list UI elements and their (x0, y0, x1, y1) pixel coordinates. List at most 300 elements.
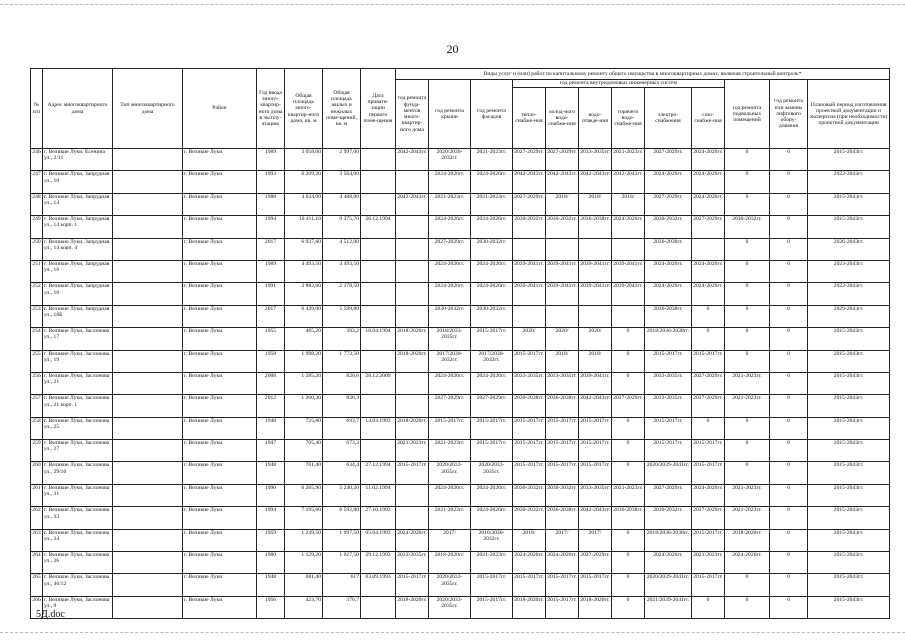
cell-address: г. Великие Луки, Заслонова ул., 31 (43, 484, 113, 506)
cell-house-type (113, 238, 183, 260)
cell-num: 266 (31, 596, 43, 618)
cell-roof: 2015-2017гг. (429, 417, 471, 439)
cell-design: 2015-2043гг. (808, 529, 890, 551)
cell-gas: 2027-2029гг. (692, 507, 725, 529)
cell-foundation (396, 216, 429, 238)
col-header-foundation: год ремонта фунда-ментов много-квартир-ного дома (396, 80, 429, 149)
cell-electric: 2024-2026гг. (645, 260, 692, 282)
capital-repair-table (30, 68, 890, 619)
cell-num: 259 (31, 440, 43, 462)
cell-electric: 2033-2035гг. (645, 372, 692, 394)
cell-roof: 2027-2029гг. (429, 238, 471, 260)
cell-address: г. Великие Луки, Запрудная ул., 14 корп. 1 (43, 216, 113, 238)
cell-electric: 2018/2036-2038гг. (645, 529, 692, 551)
cell-living-area: 826,3 (323, 395, 361, 417)
cell-living-area: 4 512,00 (323, 238, 361, 260)
cell-elevator: 0 (770, 238, 808, 260)
col-header-elevator: год ремонта или замены лифтового обору-дования (770, 80, 808, 149)
cell-facade: 2016/2030-2032гг. (471, 529, 513, 551)
cell-elevator: 0 (770, 395, 808, 417)
cell-sewer: 2042-2043гг. (579, 171, 612, 193)
cell-num: 253 (31, 305, 43, 327)
cell-hot-water: 2021-2023гг. (612, 149, 645, 171)
cell-gas: 2024-2026гг. (692, 484, 725, 506)
cell-total-area: 3 058,00 (285, 149, 323, 171)
cell-house-type (113, 149, 183, 171)
cell-address: г. Великие Луки, Запрудная ул., 18Б (43, 305, 113, 327)
cell-year: 1994 (257, 507, 285, 529)
col-header-electric: электро-снабжения (645, 88, 692, 149)
cell-basement: 2030-2032гг. (725, 216, 770, 238)
cell-total-area: 7 195,60 (285, 507, 323, 529)
cell-total-area: 4 493,50 (285, 260, 323, 282)
cell-hot-water: 2039-2041гг. (612, 260, 645, 282)
cell-year: 1991 (257, 283, 285, 305)
cell-house-type (113, 395, 183, 417)
cell-gas: 2024-2026гг. (692, 149, 725, 171)
cell-basement: 0 (725, 574, 770, 596)
cell-living-area: 9 375,70 (323, 216, 361, 238)
cell-sewer: 2036-2038гг. (579, 216, 612, 238)
cell-address: г. Великие Луки, Заслонова ул., 27 (43, 440, 113, 462)
cell-heat: 2027-2029гг. (513, 149, 546, 171)
cell-facade: 2024-2026гг. (471, 484, 513, 506)
col-header-privatization: Дата привати-зации первого поме-щения (361, 69, 396, 149)
cell-elevator: 0 (770, 283, 808, 305)
cell-privatization: 11.02.1994 (361, 484, 396, 506)
cell-living-area: 673,3 (323, 440, 361, 462)
cell-elevator: 0 (770, 596, 808, 618)
cell-foundation (396, 395, 429, 417)
cell-house-type (113, 305, 183, 327)
cell-cold-water: 2033-2035гг. (546, 372, 579, 394)
cell-num: 255 (31, 350, 43, 372)
table-row (31, 529, 890, 551)
cell-roof: 2024-2026гг. (429, 216, 471, 238)
cell-facade: 2021-2023гг. (471, 149, 513, 171)
cell-electric: 2021/2039-2041гг. (645, 596, 692, 618)
cell-privatization (361, 193, 396, 215)
cell-design: 2015-2043гг. (808, 507, 890, 529)
cell-num: 254 (31, 328, 43, 350)
cell-year: 1989 (257, 149, 285, 171)
cell-heat: 2024-2026гг. (513, 552, 546, 574)
cell-year: 1959 (257, 529, 285, 551)
cell-basement: 2021-2023гг. (725, 395, 770, 417)
cell-living-area: 4 488,00 (323, 193, 361, 215)
cell-design: 2015-2043гг. (808, 440, 890, 462)
cell-facade: 2024-2026гг. (471, 260, 513, 282)
cell-house-type (113, 507, 183, 529)
cell-living-area: 376,7 (323, 596, 361, 618)
cell-cold-water: 2015-2017гг. (546, 596, 579, 618)
cell-privatization (361, 260, 396, 282)
cell-num: 246 (31, 149, 43, 171)
cell-house-type (113, 283, 183, 305)
cell-gas: 2024-2026гг. (692, 193, 725, 215)
cell-foundation: 2033-2035гг. (396, 552, 429, 574)
cell-total-area: 4 634,00 (285, 193, 323, 215)
table-row (31, 260, 890, 282)
cell-hot-water: 0 (612, 574, 645, 596)
col-header-district: Район (183, 69, 257, 149)
cell-facade: 2017/2030-2032гг. (471, 350, 513, 372)
cell-address: г. Великие Луки, Заслонова ул., 9 (43, 596, 113, 618)
cell-cold-water: 2024-2026гг. (546, 552, 579, 574)
cell-elevator: 0 (770, 260, 808, 282)
cell-gas: 0 (692, 417, 725, 439)
cell-house-type (113, 216, 183, 238)
cell-cold-water: 2017/ (546, 529, 579, 551)
cell-district: г. Великие Луки (183, 529, 257, 551)
cell-foundation (396, 507, 429, 529)
cell-address: г. Великие Луки, Заслонова ул., 21 корп. 1 (43, 395, 113, 417)
cell-num: 249 (31, 216, 43, 238)
cell-foundation: 2015-2017гг. (396, 574, 429, 596)
cell-total-area: 1 249,50 (285, 529, 323, 551)
col-header-house-type: Тип многоквартирного дома (113, 69, 183, 149)
cell-basement: 2024-2026гг. (725, 552, 770, 574)
cell-facade: 2015-2017гг. (471, 574, 513, 596)
cell-heat: 2030-2032гг. (513, 507, 546, 529)
cell-total-area: 1 129,20 (285, 552, 323, 574)
cell-sewer: 2039-2041гг. (579, 372, 612, 394)
cell-privatization: 27.12.1994 (361, 462, 396, 484)
cell-hot-water: 2036-2038гг. (612, 507, 645, 529)
cell-roof: 2018/2033-2035гг. (429, 328, 471, 350)
cell-address: г. Великие Луки, Заслонова ул., 19 (43, 350, 113, 372)
cell-privatization (361, 440, 396, 462)
cell-facade: 2024-2026гг. (471, 171, 513, 193)
cell-foundation (396, 484, 429, 506)
cell-basement: 0 (725, 238, 770, 260)
col-header-design: Плановый период изготовления проектной документации и экспертиза (при необходимости) проектной документации (808, 80, 890, 149)
cell-basement: 2021-2023гг. (725, 372, 770, 394)
cell-roof: 2024-2026гг. (429, 484, 471, 506)
cell-house-type (113, 193, 183, 215)
cell-sewer: 2027-2029гг. (579, 552, 612, 574)
cell-district: г. Великие Луки (183, 596, 257, 618)
cell-total-area: 725,80 (285, 417, 323, 439)
cell-num: 248 (31, 193, 43, 215)
cell-year: 1947 (257, 440, 285, 462)
cell-cold-water: 2039-2041гг. (546, 283, 579, 305)
cell-gas: 2015-2017гг. (692, 440, 725, 462)
col-header-facade: год ремонта фасадов (471, 80, 513, 149)
cell-elevator: 0 (770, 417, 808, 439)
cell-elevator: 0 (770, 193, 808, 215)
table-row (31, 596, 890, 618)
table-row (31, 507, 890, 529)
cell-heat: 2030-2032гг. (513, 216, 546, 238)
cell-cold-water: 2015-2017гг. (546, 417, 579, 439)
cell-hot-water: 0 (612, 440, 645, 462)
cell-facade: 2015-2017гг. (471, 596, 513, 618)
cell-electric: 2024-2026гг. (645, 283, 692, 305)
cell-year: 2017 (257, 238, 285, 260)
cell-basement: 0 (725, 193, 770, 215)
cell-num: 263 (31, 529, 43, 551)
col-header-gas: газо-снабже-ния (692, 88, 725, 149)
cell-privatization: 29.12.1993 (361, 552, 396, 574)
cell-foundation: 2021-2023гг. (396, 440, 429, 462)
cell-heat: 2015-2017гг. (513, 417, 546, 439)
cell-gas: 0 (692, 328, 725, 350)
cell-living-area: 2 178,50 (323, 283, 361, 305)
cell-living-area: 1 773,50 (323, 350, 361, 372)
cell-num: 261 (31, 484, 43, 506)
cell-electric: 2015-2017гг. (645, 440, 692, 462)
cell-facade: 2015-2017гг. (471, 328, 513, 350)
table-row (31, 149, 890, 171)
cell-elevator: 0 (770, 372, 808, 394)
cell-heat: 2036-2038гг. (513, 395, 546, 417)
cell-heat: 2015-2017гг. (513, 350, 546, 372)
cell-gas: 2015-2017гг. (692, 574, 725, 596)
cell-privatization (361, 238, 396, 260)
cell-house-type (113, 260, 183, 282)
cell-cold-water: 2042-2043гг. (546, 171, 579, 193)
cell-hot-water (612, 238, 645, 260)
cell-hot-water: 0 (612, 552, 645, 574)
page-number: 20 (446, 42, 459, 56)
cell-electric: 2027-2029гг. (645, 193, 692, 215)
cell-design: 2026-2043гг. (808, 238, 890, 260)
cell-roof: 2030-2032гг. (429, 305, 471, 327)
cell-design: 2015-2043гг. (808, 149, 890, 171)
cell-year: 2012 (257, 395, 285, 417)
cell-sewer: 2015-2017гг. (579, 417, 612, 439)
cell-heat: 2042-2043гг. (513, 171, 546, 193)
cell-cold-water: 2039-2041гг. (546, 260, 579, 282)
cell-total-area: 701,40 (285, 462, 323, 484)
cell-roof: 2020/2033-2035гг. (429, 462, 471, 484)
cell-gas: 2027-2029гг. (692, 372, 725, 394)
cell-heat: 2030-2032гг. (513, 484, 546, 506)
cell-house-type (113, 596, 183, 618)
cell-electric: 2024-2026гг. (645, 552, 692, 574)
cell-roof: 2020/2033-2035гг. (429, 574, 471, 596)
cell-roof: 2020/2033-2035гг. (429, 596, 471, 618)
cell-electric: 2030-2032гг. (645, 216, 692, 238)
cell-heat: 2020/ (513, 328, 546, 350)
cell-privatization: 28.12.2009 (361, 372, 396, 394)
cell-elevator: 0 (770, 171, 808, 193)
cell-basement: 0 (725, 440, 770, 462)
col-header-services-group: Виды услуг и (или) работ по капитальному ремонту общего имущества в многоквартирных домах, включая строительный контроль* (396, 69, 890, 80)
cell-basement: 0 (725, 260, 770, 282)
cell-roof: 2021-2023гг. (429, 507, 471, 529)
table-row (31, 193, 890, 215)
cell-living-area: 693,7 (323, 417, 361, 439)
cell-district: г. Великие Луки (183, 328, 257, 350)
cell-district: г. Великие Луки (183, 350, 257, 372)
col-header-roof: год ремонта крыши (429, 80, 471, 149)
cell-elevator: 0 (770, 529, 808, 551)
cell-basement: 2018-2020гг. (725, 529, 770, 551)
cell-foundation (396, 260, 429, 282)
cell-privatization: 14.03.1993 (361, 417, 396, 439)
cell-design: 2015-2043гг. (808, 484, 890, 506)
cell-basement: 0 (725, 350, 770, 372)
cell-roof: 2024-2026гг. (429, 171, 471, 193)
col-header-systems-group: год ремонта внутридомовых инженерных систем (513, 80, 725, 88)
cell-design: 2015-2043гг. (808, 417, 890, 439)
cell-electric: 2036-2038гг. (645, 238, 692, 260)
cell-cold-water: 2020/ (546, 328, 579, 350)
cell-heat: 2033-2035гг. (513, 372, 546, 394)
cell-num: 247 (31, 171, 43, 193)
cell-basement: 0 (725, 149, 770, 171)
cell-basement: 0 (725, 596, 770, 618)
cell-total-area: 681,40 (285, 574, 323, 596)
cell-address: г. Великие Луки, Запрудная ул., 10 (43, 171, 113, 193)
cell-district: г. Великие Луки (183, 417, 257, 439)
cell-living-area: 2 997,00 (323, 149, 361, 171)
cell-design: 2015-2043гг. (808, 216, 890, 238)
table-row (31, 283, 890, 305)
col-header-year: Год ввода много-квартир-ного дома в эксплу-атацию (257, 69, 285, 149)
table-row (31, 417, 890, 439)
cell-num: 252 (31, 283, 43, 305)
cell-design: 2015-2043гг. (808, 462, 890, 484)
cell-foundation: 2015-2017гг. (396, 462, 429, 484)
col-header-hot-water: горячего водо-снабже-ния (612, 88, 645, 149)
cell-sewer: 2017/ (579, 529, 612, 551)
cell-cold-water (546, 305, 579, 327)
cell-address: г. Великие Луки, Есенина ул., 2/11 (43, 149, 113, 171)
cell-roof: 2024-2026гг. (429, 260, 471, 282)
cell-roof: 2024-2026гг. (429, 372, 471, 394)
cell-total-area: 6 209,20 (285, 171, 323, 193)
cell-house-type (113, 372, 183, 394)
cell-address: г. Великие Луки, Заслонова ул., 33 (43, 507, 113, 529)
cell-sewer: 2039-2041гг. (579, 260, 612, 282)
cell-privatization: 05.04.1993 (361, 529, 396, 551)
cell-cold-water: 2036-2038гг. (546, 507, 579, 529)
cell-gas: 2015-2017гг. (692, 462, 725, 484)
table-row (31, 171, 890, 193)
cell-elevator: 0 (770, 507, 808, 529)
cell-cold-water: 2036-2038гг. (546, 395, 579, 417)
cell-address: г. Великие Луки, Запрудная ул., 14 (43, 193, 113, 215)
cell-house-type (113, 462, 183, 484)
cell-num: 262 (31, 507, 43, 529)
cell-roof: 2020/2030-2032гг. (429, 149, 471, 171)
cell-heat (513, 238, 546, 260)
col-header-num: № п/п (31, 69, 43, 149)
cell-living-area: 393,2 (323, 328, 361, 350)
cell-num: 258 (31, 417, 43, 439)
col-header-heat: тепло-снабже-ния (513, 88, 546, 149)
cell-living-area: 5 240,20 (323, 484, 361, 506)
cell-facade: 2015-2017гг. (471, 440, 513, 462)
cell-electric: 2020/2039-2041гг. (645, 462, 692, 484)
cell-foundation: 2024-2026гг. (396, 529, 429, 551)
table-row (31, 372, 890, 394)
cell-design: 2015-2043гг. (808, 574, 890, 596)
cell-basement: 0 (725, 283, 770, 305)
cell-heat: 2039-2041гг. (513, 260, 546, 282)
cell-district: г. Великие Луки (183, 484, 257, 506)
cell-district: г. Великие Луки (183, 462, 257, 484)
cell-gas: 2021-2023гг. (692, 552, 725, 574)
cell-cold-water (546, 238, 579, 260)
cell-district: г. Великие Луки (183, 305, 257, 327)
table-row (31, 462, 890, 484)
cell-year: 2017 (257, 305, 285, 327)
cell-privatization (361, 596, 396, 618)
cell-design: 2029-2043гг. (808, 305, 890, 327)
cell-privatization (361, 305, 396, 327)
cell-address: г. Великие Луки, Заслонова ул., 29/10 (43, 462, 113, 484)
cell-district: г. Великие Луки (183, 193, 257, 215)
cell-basement: 2021-2023гг. (725, 484, 770, 506)
cell-privatization (361, 149, 396, 171)
cell-privatization (361, 171, 396, 193)
cell-hot-water: 2018/ (612, 193, 645, 215)
cell-sewer: 2020/ (579, 328, 612, 350)
cell-gas: 2015-2017гг. (692, 529, 725, 551)
cell-basement: 0 (725, 417, 770, 439)
cell-heat: 2015-2017гг. (513, 574, 546, 596)
cell-district: г. Великие Луки (183, 440, 257, 462)
cell-foundation: 2018-2020гг. (396, 328, 429, 350)
cell-design: 2023-2043гг. (808, 283, 890, 305)
cell-facade: 2021-2023гг. (471, 552, 513, 574)
cell-address: г. Великие Луки, Запрудная ул., 14 корп. 4 (43, 238, 113, 260)
cell-roof: 2021-2023гг. (429, 440, 471, 462)
cell-electric: 2020/2039-2041гг. (645, 574, 692, 596)
cell-privatization (361, 283, 396, 305)
cell-sewer: 2018/ (579, 193, 612, 215)
cell-cold-water: 2018/ (546, 193, 579, 215)
cell-living-area: 1 097,50 (323, 529, 361, 551)
cell-year: 1948 (257, 574, 285, 596)
cell-electric: 2018/2036-2038гг. (645, 328, 692, 350)
cell-facade: 2024-2026гг. (471, 507, 513, 529)
cell-house-type (113, 328, 183, 350)
cell-house-type (113, 552, 183, 574)
cell-district: г. Великие Луки (183, 171, 257, 193)
footer-filename: 5Д.doc (36, 609, 65, 620)
cell-privatization: 16.04.1994 (361, 328, 396, 350)
cell-house-type (113, 440, 183, 462)
cell-heat: 2018-2020гг. (513, 596, 546, 618)
cell-hot-water: 2024-2026гг. (612, 216, 645, 238)
cell-cold-water: 2027-2029гг. (546, 149, 579, 171)
cell-sewer: 2039-2041гг. (579, 283, 612, 305)
cell-sewer: 2015-2017гг. (579, 574, 612, 596)
cell-sewer: 2033-2035гг. (579, 149, 612, 171)
cell-num: 256 (31, 372, 43, 394)
cell-num: 265 (31, 574, 43, 596)
cell-gas: 2024-2026гг. (692, 171, 725, 193)
cell-facade: 2024-2026гг. (471, 283, 513, 305)
cell-foundation (396, 171, 429, 193)
cell-foundation: 2018-2020гг. (396, 417, 429, 439)
cell-foundation: 2018-2020гг. (396, 596, 429, 618)
cell-living-area: 1 027,50 (323, 552, 361, 574)
cell-year: 2008 (257, 372, 285, 394)
cell-address: г. Великие Луки, Заслонова ул., 34 (43, 529, 113, 551)
cell-house-type (113, 417, 183, 439)
cell-foundation: 2042-2043гг. (396, 193, 429, 215)
cell-address: г. Великие Луки, Заслонова ул., 17 (43, 328, 113, 350)
cell-design: 2015-2043гг. (808, 372, 890, 394)
cell-total-area: 6 439,00 (285, 305, 323, 327)
cell-living-area: 634,4 (323, 462, 361, 484)
